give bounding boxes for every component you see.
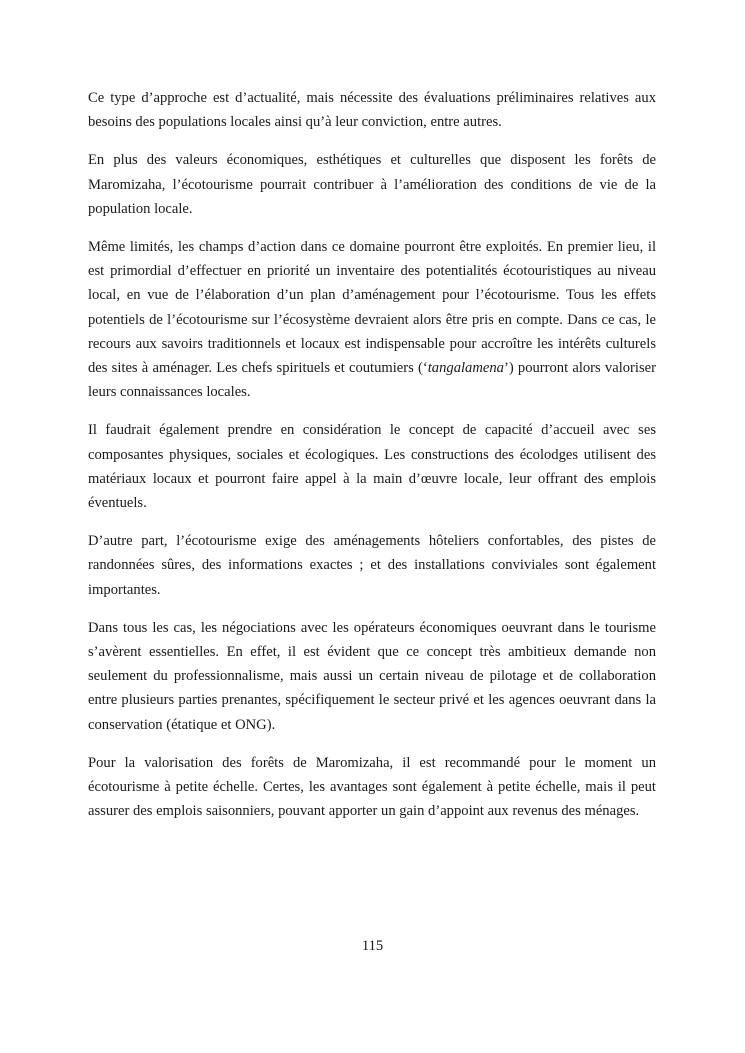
page-body	[88, 86, 656, 837]
paragraph-2: En plus des valeurs économiques, esthétiques et culturelles que disposent les forêts de Maromizaha, l’écotourisme pourrait contribuer à l’amélioration des conditions de vie de la population locale.	[88, 152, 656, 217]
paragraph-6: Dans tous les cas, les négociations avec les opérateurs économiques oeuvrant dans le tourisme s’avèrent essentielles. En effet, il est évident que ce concept très ambitieux demande non seulement du professionnalisme, mais aussi un certain niveau de pilotage et de collaboration entre plusieurs parties prenantes, spécifiquement le secteur privé et les agences oeuvrant dans la conservation (étatique et ONG).	[88, 619, 656, 733]
paragraph-3-text-start: Même limités, les champs d’action dans ce domaine pourront être exploités. En premier lieu, il est primordial d’effectuer en priorité un inventaire des potentialités écotouristiques au niveau local, en vue de l’élaboration d’un plan d’aménagement pour l’écotourisme. Tous les effets potentiels de l’écotourisme sur l’écosystème devraient alors être pris en compte. Dans ce cas, le recours aux savoirs traditionnels et locaux est indispensable pour accroître les intérêts culturels des sites à aménager. Les chefs spirituels et coutumiers (‘	[88, 239, 656, 377]
paragraph-3-italic-term: tangalamena	[427, 360, 504, 377]
paragraph-3	[88, 235, 656, 404]
paragraph-3-text-end: ’) pourront alors valoriser leurs connaissances locales.	[88, 360, 656, 401]
paragraph-7: Pour la valorisation des forêts de Maromizaha, il est recommandé pour le moment un écotourisme à petite échelle. Certes, les avantages sont également à petite échelle, mais il peut assurer des emplois saisonniers, pouvant apporter un gain d’appoint aux revenus des ménages.	[88, 754, 656, 820]
paragraph-4: Il faudrait également prendre en considération le concept de capacité d’accueil avec ses composantes physiques, sociales et écologiques. Les constructions des écolodges utilisent des matériaux locaux et pourront faire appel à la main d’œuvre locale, leur offrant des emplois éventuels.	[88, 422, 656, 512]
paragraph-1: Ce type d’approche est d’actualité, mais nécessite des évaluations préliminaires relatives aux besoins des populations locales ainsi qu’à leur conviction, entre autres.	[88, 90, 656, 131]
page-number: 115	[361, 938, 384, 954]
paragraph-5: D’autre part, l’écotourisme exige des aménagements hôteliers confortables, des pistes de randonnées sûres, des informations exactes ; et des installations conviviales sont également importantes.	[88, 533, 656, 598]
